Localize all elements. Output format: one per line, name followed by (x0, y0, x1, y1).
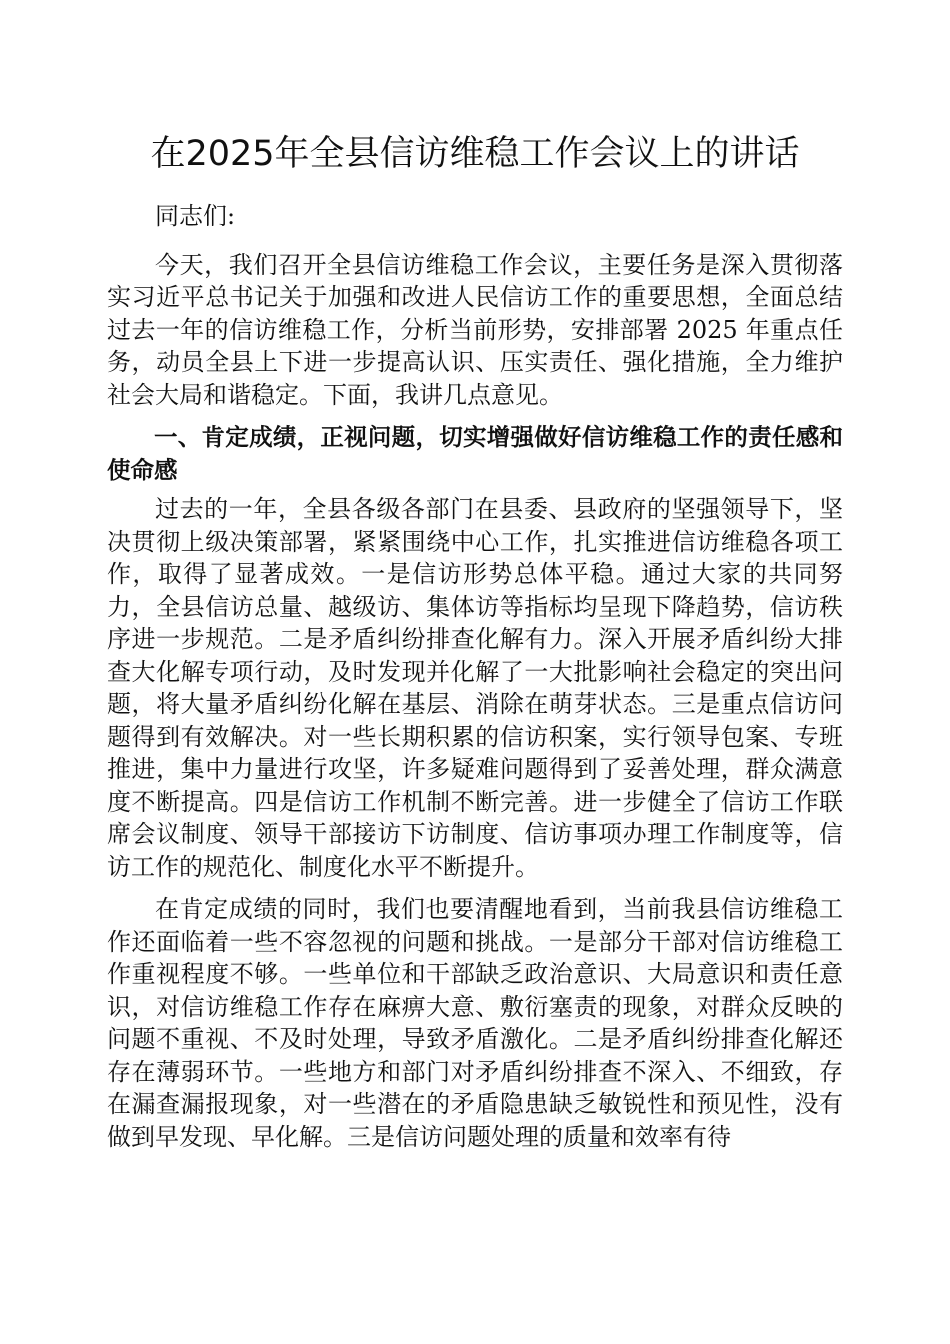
paragraph-intro: 今天，我们召开全县信访维稳工作会议，主要任务是深入贯彻落实习近平总书记关于加强和改进人民信访工作的重要思想，全面总结过去一年的信访维稳工作，分析当前形势，安排部署 2025 年重点任务，动员全县上下进一步提高认识、压实责任、强化措施，全力维护社会大局和谐稳定。下面，我讲几点意见。 (107, 250, 843, 409)
paragraph-problems: 在肯定成绩的同时，我们也要清醒地看到，当前我县信访维稳工作还面临着一些不容忽视的问题和挑战。一是部分干部对信访维稳工作重视程度不够。一些单位和干部缺乏政治意识、大局意识和责任意识，对信访维稳工作存在麻痹大意、敷衍塞责的现象，对群众反映的问题不重视、不及时处理，导致矛盾激化。二是矛盾纠纷排查化解还存在薄弱环节。一些地方和部门对矛盾纠纷排查不深入、不细致，存在漏查漏报现象，对一些潜在的矛盾隐患缺乏敏锐性和预见性，没有做到早发现、早化解。三是信访问题处理的质量和效率有待 (107, 895, 843, 1151)
section-heading-1: 一、肯定成绩，正视问题，切实增强做好信访维稳工作的责任感和使命感 (107, 423, 843, 484)
document-title: 在2025年全县信访维稳工作会议上的讲话 (150, 134, 800, 174)
salutation: 同志们: (155, 202, 236, 230)
document-body (107, 178, 843, 1153)
paragraph-achievements: 过去的一年，全县各级各部门在县委、县政府的坚强领导下，坚决贯彻上级决策部署，紧紧围绕中心工作，扎实推进信访维稳各项工作，取得了显著成效。一是信访形势总体平稳。通过大家的共同努力，全县信访总量、越级访、集体访等指标均呈现下降趋势，信访秩序进一步规范。二是矛盾纠纷排查化解有力。深入开展矛盾纠纷大排查大化解专项行动，及时发现并化解了一大批影响社会稳定的突出问题，将大量矛盾纠纷化解在基层、消除在萌芽状态。三是重点信访问题得到有效解决。对一些长期积累的信访积案，实行领导包案、专班推进，集中力量进行攻坚，许多疑难问题得到了妥善处理，群众满意度不断提高。四是信访工作机制不断完善。进一步健全了信访工作联席会议制度、领导干部接访下访制度、信访事项办理工作制度等，信访工作的规范化、制度化水平不断提升。 (107, 495, 843, 881)
